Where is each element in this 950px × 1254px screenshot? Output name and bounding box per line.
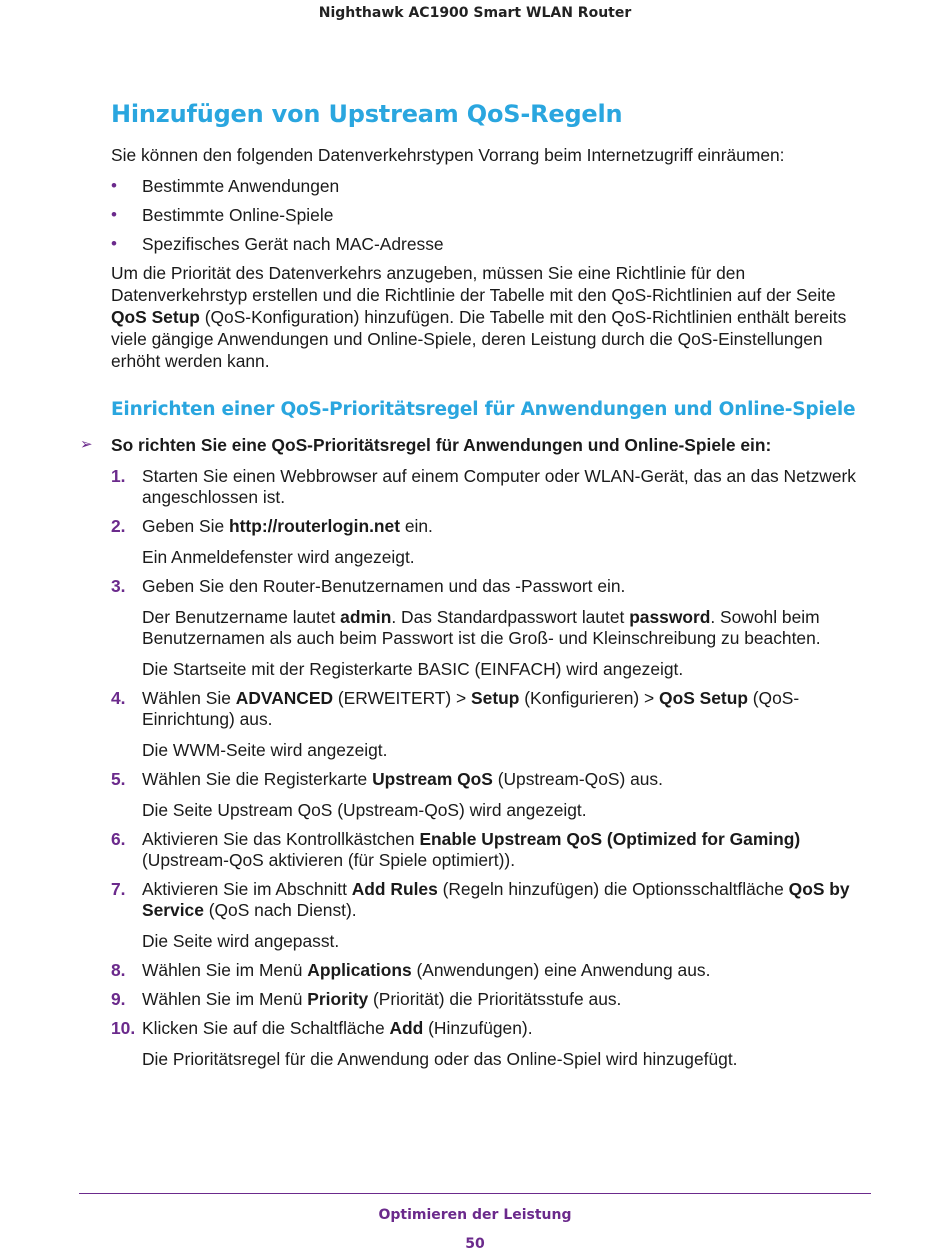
bullet-icon: • xyxy=(111,234,117,253)
body-paragraph: Um die Priorität des Datenverkehrs anzugeben, müssen Sie eine Richtlinie für den Datenverkehrstyp erstellen und die Richtlinie der Tabelle mit den QoS-Richtlinien auf der Seite QoS Setup (QoS-Konfiguration) hinzufügen. Die Tabelle mit den QoS-Richtlinien enthält bereits viele gängige Anwendungen und Online-Spiele, deren Leistung durch die QoS-Einstellungen erhöht werden kann. xyxy=(111,263,847,371)
step-1: 1. Starten Sie einen Webbrowser auf einem Computer oder WLAN-Gerät, das an das Netzwerk angeschlossen ist. xyxy=(111,466,856,507)
subsection-heading: Einrichten einer QoS-Prioritätsregel für Anwendungen und Online-Spiele xyxy=(111,399,856,420)
step-number: 10. xyxy=(111,1018,136,1038)
running-header: Nighthawk AC1900 Smart WLAN Router xyxy=(318,5,632,21)
footer-section-title: Optimieren der Leistung xyxy=(378,1207,572,1223)
step-number: 3. xyxy=(111,576,126,596)
step-8: 8. Wählen Sie im Menü Applications (Anwendungen) eine Anwendung aus. xyxy=(111,960,711,980)
list-item: • Bestimmte Anwendungen xyxy=(111,176,340,196)
step-7: 7. Aktivieren Sie im Abschnitt Add Rules (Regeln hinzufügen) die Optionsschaltfläche QoS by Service (QoS nach Dienst). Die Seite wird angepasst. xyxy=(111,879,871,952)
footer-divider xyxy=(79,1193,871,1194)
step-6: 6. Aktivieren Sie das Kontrollkästchen Enable Upstream QoS (Optimized for Gaming) (Upstream-QoS aktivieren (für Spiele optimiert)). xyxy=(111,829,801,870)
procedure-title: ➢ So richten Sie eine QoS-Prioritätsregel für Anwendungen und Online-Spiele ein: xyxy=(80,435,772,455)
step-number: 6. xyxy=(111,829,126,849)
step-4: 4. Wählen Sie ADVANCED (ERWEITERT) > Setup (Konfigurieren) > QoS Setup (QoS-Einrichtung) aus. Die WWM-Seite wird angezeigt. xyxy=(111,688,871,761)
step-note: Die Startseite mit der Registerkarte BASIC (EINFACH) wird angezeigt. xyxy=(142,659,684,679)
step-note: Die Seite wird angepasst. xyxy=(142,931,340,951)
step-9: 9. Wählen Sie im Menü Priority (Priorität) die Prioritätsstufe aus. xyxy=(111,989,622,1009)
page-content xyxy=(80,100,871,1078)
list-item: • Bestimmte Online-Spiele xyxy=(111,205,334,225)
step-3: 3. Geben Sie den Router-Benutzernamen und das -Passwort ein. Der Benutzername lautet admin. Das Standardpasswort lautet password. Sowohl beim Benutzernamen als auch beim Passwort ist die Groß- und Kleinschreibung zu beachten. Die Startseite mit der Registerkarte BASIC (EINFACH) wird angezeigt. xyxy=(111,576,871,680)
step-note: Ein Anmeldefenster wird angezeigt. xyxy=(142,547,415,567)
step-2: 2. Geben Sie http://routerlogin.net ein. Ein Anmeldefenster wird angezeigt. xyxy=(111,516,871,568)
steps-list xyxy=(111,466,871,1070)
list-item: • Spezifisches Gerät nach MAC-Adresse xyxy=(111,234,444,254)
step-5: 5. Wählen Sie die Registerkarte Upstream QoS (Upstream-QoS) aus. Die Seite Upstream QoS (Upstream-QoS) wird angezeigt. xyxy=(111,769,871,821)
step-number: 5. xyxy=(111,769,126,789)
step-number: 7. xyxy=(111,879,126,899)
step-number: 8. xyxy=(111,960,126,980)
step-number: 1. xyxy=(111,466,126,486)
step-note: Die Seite Upstream QoS (Upstream-QoS) wird angezeigt. xyxy=(142,800,587,820)
arrow-icon: ➢ xyxy=(80,436,93,453)
page-number: 50 xyxy=(465,1236,485,1252)
step-number: 9. xyxy=(111,989,126,1009)
bullet-icon: • xyxy=(111,176,117,195)
step-note: Der Benutzername lautet admin. Das Standardpasswort lautet password. Sowohl beim Benutzernamen als auch beim Passwort ist die Groß- und Kleinschreibung zu beachten. xyxy=(142,607,821,648)
bullet-icon: • xyxy=(111,205,117,224)
step-note: Die Prioritätsregel für die Anwendung oder das Online-Spiel wird hinzugefügt. xyxy=(142,1049,738,1069)
intro-text: Sie können den folgenden Datenverkehrstypen Vorrang beim Internetzugriff einräumen: xyxy=(111,145,785,165)
step-number: 2. xyxy=(111,516,126,536)
step-number: 4. xyxy=(111,688,126,708)
step-10: 10. Klicken Sie auf die Schaltfläche Add (Hinzufügen). Die Prioritätsregel für die Anwendung oder das Online-Spiel wird hinzugefügt. xyxy=(111,1018,871,1070)
section-heading: Hinzufügen von Upstream QoS-Regeln xyxy=(111,100,623,128)
step-note: Die WWM-Seite wird angezeigt. xyxy=(142,740,388,760)
bullet-list xyxy=(111,175,871,255)
